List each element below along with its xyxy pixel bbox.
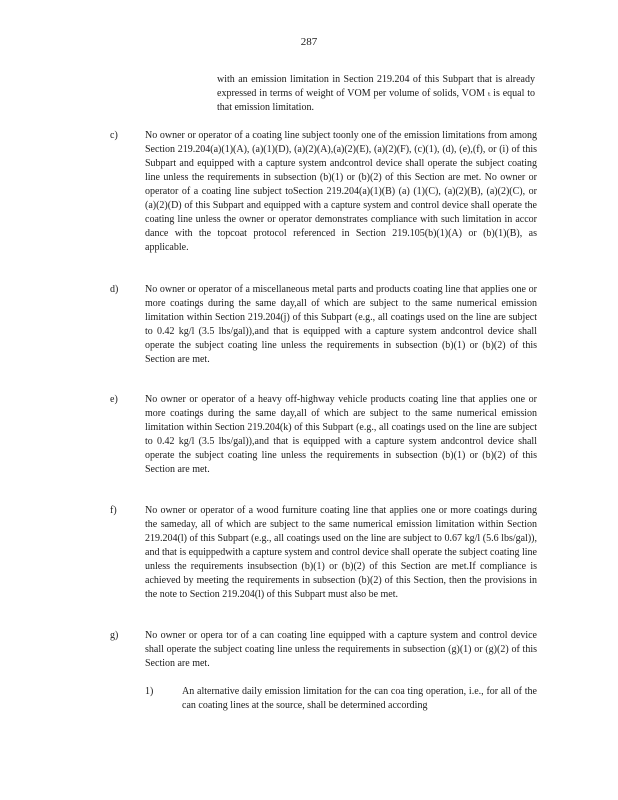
paragraph-g-label: g) — [110, 630, 119, 641]
paragraph-e-text: No owner or operator of a heavy off-highway vehicle products coating line that applies one or more coatings during the same day,all of which are subject to the same numerical emission limitation within Section 219.204(k) of this Subpart (e.g., all coatings used on the line are subject to 0.42 kg/l (3.5 lbs/gal)),and that is equipped with a capture system andcontrol device shall operate the subject coating line unless the requirements in subsection (b)(1) or (b)(2) of this Section are met. — [145, 394, 537, 475]
subparagraph-1-text: An alternative daily emission limitation for the can coa ting operation, i.e., for all of the can coating lines at the source, shall be determined according — [182, 686, 537, 711]
paragraph-d-label: d) — [110, 284, 119, 295]
paragraph-c-label: c) — [110, 130, 118, 141]
paragraph-g-text: No owner or opera tor of a can coating line equipped with a capture system and control device shall operate the subject coating line unless the requirements in subsection (g)(1) or (g)(2) of this Section are met. — [145, 630, 537, 669]
page-number: 287 — [300, 36, 318, 48]
paragraph-c-text: No owner or operator of a coating line subject toonly one of the emission limitations from among Section 219.204(a)(1)(A), (a)(1)(D), (a)(2)(A),(a)(2)(E), (a)(2)(F), (c)(1), (d), (e),(f), or (i) of this Subpart and equipped with a capture system andcontrol device shall operate the subject coating line unless the requirements in subsection (b)(1) or (b)(2) of this Section are met. No owner or operator of a coating line subject toSection 219.204(a)(1)(B) (a) (1)(C), (a)(2)(B), (a)(2)(C), or (a)(2)(D) of this Subpart and equipped with a capture system and control device shall operate the coating line unless the owner or operator demonstrates compliance with such limitation in accor dance with the topcoat protocol referenced in Section 219.105(b)(1)(A) or (b)(1)(B), as applicable. — [145, 130, 537, 253]
subparagraph-1-label: 1) — [145, 686, 154, 697]
paragraph-d-text: No owner or operator of a miscellaneous metal parts and products coating line that applies one or more coatings during the same day,all of which are subject to the same numerical emission limitation within Section 219.204(j) of this Subpart (e.g., all coatings used on the line are subject to 0.42 kg/l (3.5 lbs/gal)),and that is equipped with a capture system andcontrol device shall operate the subject coating line unless the requirements in subsection (b)(1) or (b)(2) of this Section are met. — [145, 284, 537, 365]
continuation-text: with an emission limitation in Section 219.204 of this Subpart that is already expressed in terms of weight of VOM per volume of solids, VOM ₜ is equal to that emission limitation. — [217, 74, 535, 113]
paragraph-e-label: e) — [110, 394, 118, 405]
paragraph-f-text: No owner or operator of a wood furniture coating line that applies one or more coatings during the sameday, all of which are subject to the same numerical emission limitation within Section 219.204(l) of this Subpart (e.g., all coatings used on the line are subject to 0.67 kg/l (5.6 lbs/gal)), and that is equippedwith a capture system and control device shall operate the subject coating line unless the requirements insubsection (b)(1) or (b)(2) of this Section are met.If compliance is achieved by meeting the requirements in subsection (b)(2) of this Section, then the provisions in the note to Section 219.204(l) of this Subpart must also be met. — [145, 505, 537, 600]
paragraph-f-label: f) — [110, 505, 117, 516]
